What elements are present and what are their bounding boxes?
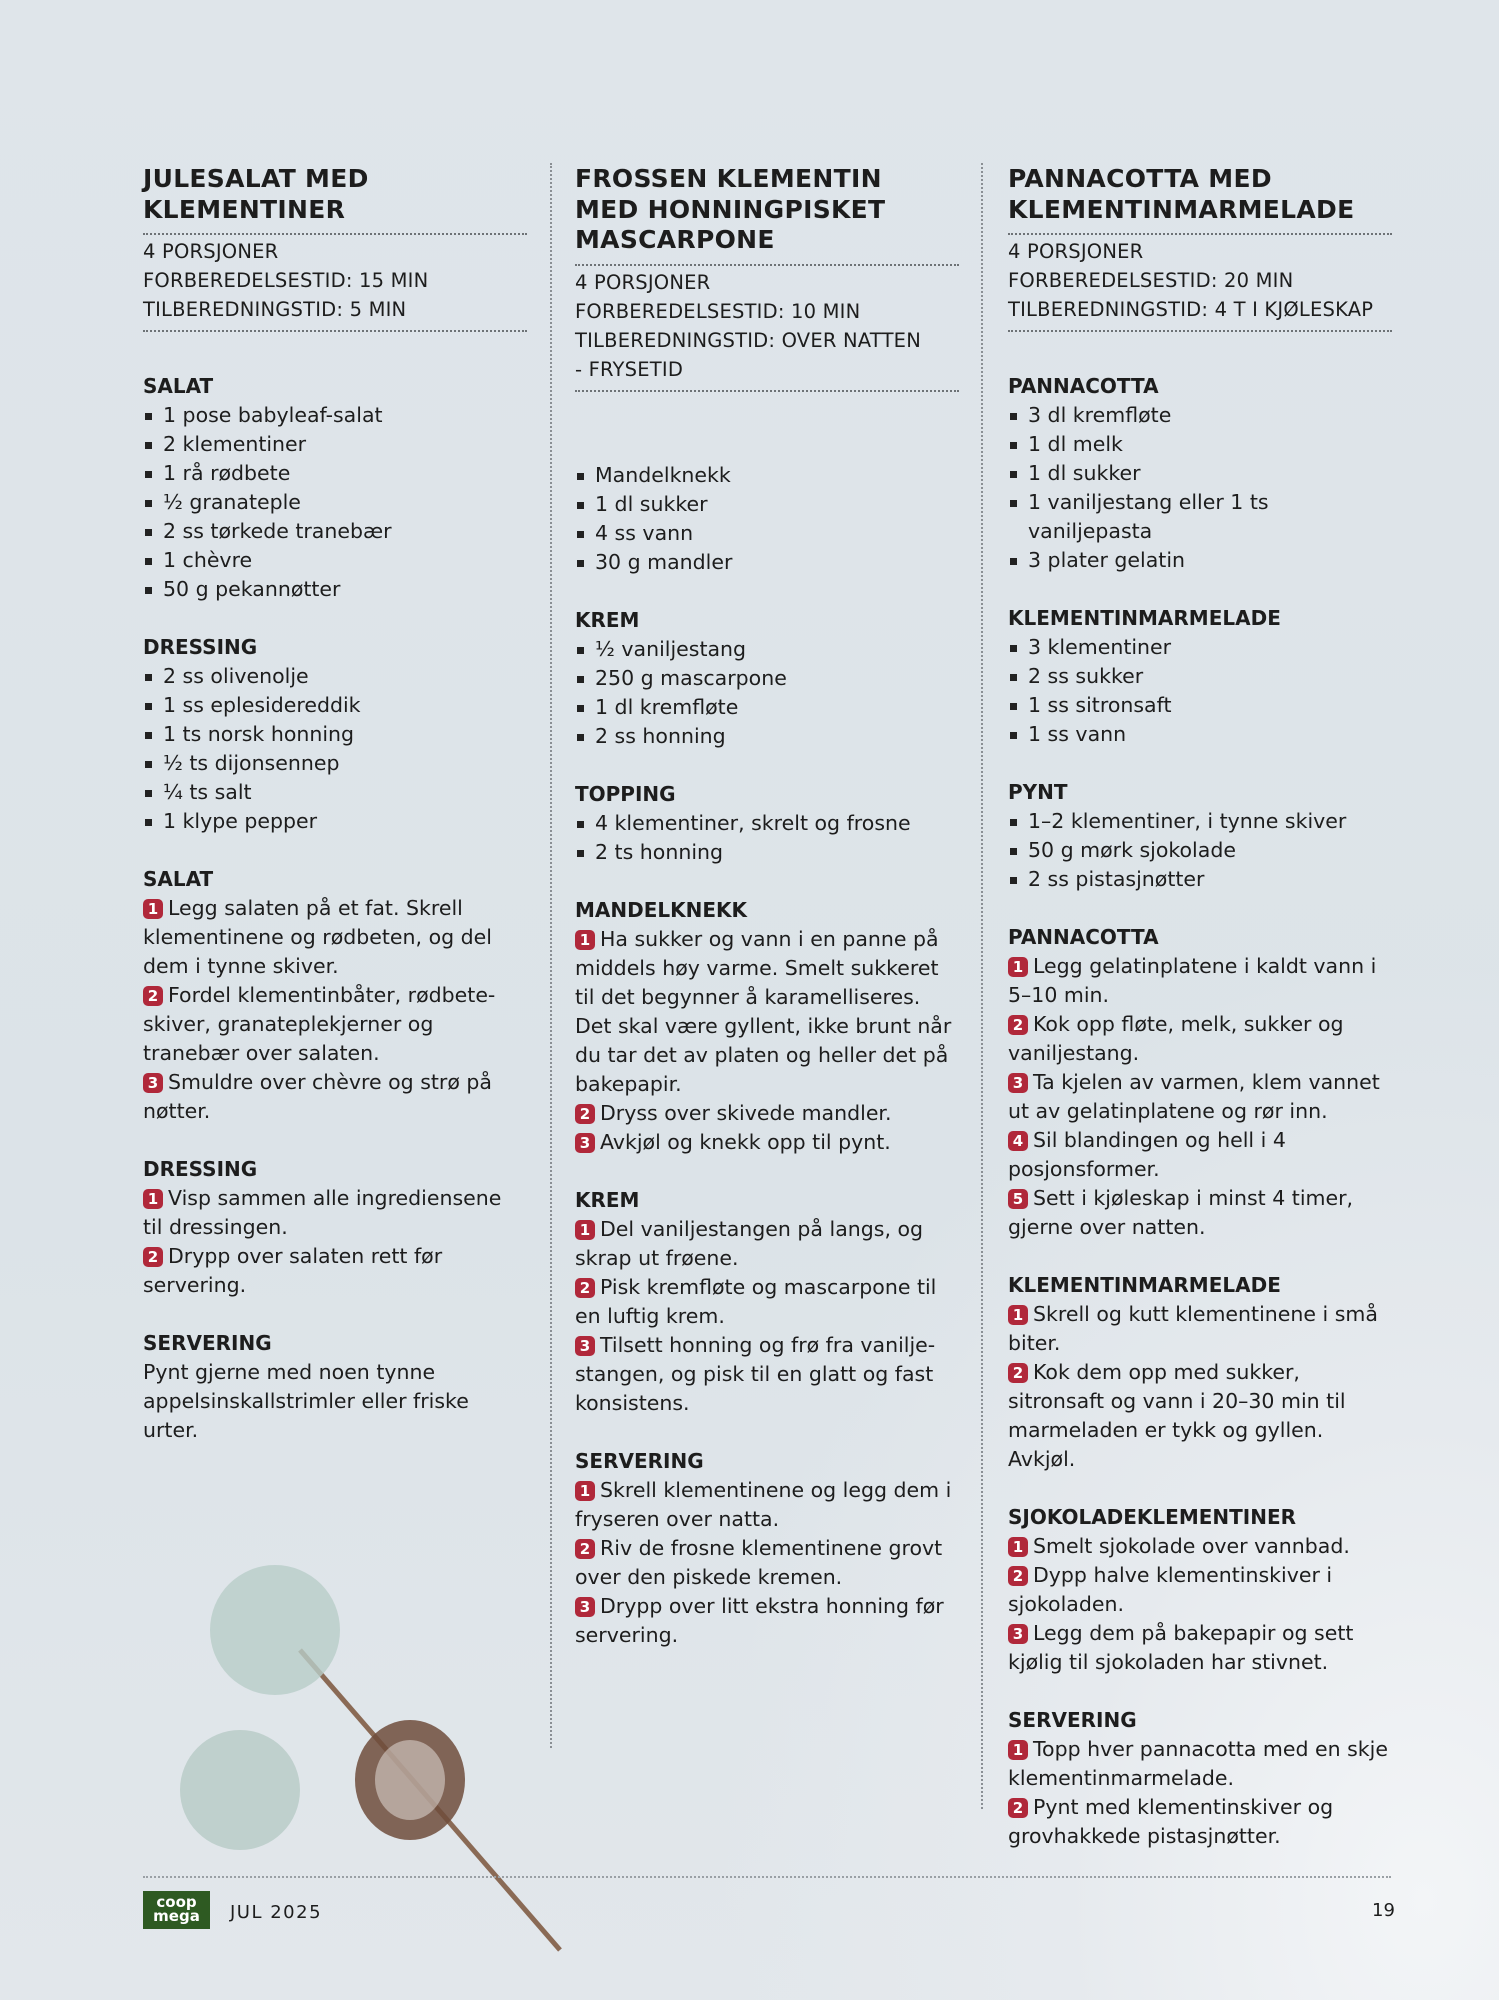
step-text: Smelt sjokolade over vannbad. [1033,1534,1350,1558]
method-step [1008,1793,1392,1851]
step-text: Dryss over skivede mandler. [600,1100,892,1125]
recipe-section [1008,604,1392,749]
method-step [143,894,527,981]
ingredient-item: ¼ ts salt [143,778,527,807]
recipe-section [575,896,959,1157]
section-heading: KREM [575,1187,640,1212]
method-step [1008,1300,1392,1358]
step-text: Drypp over salaten rett før servering. [143,1244,443,1297]
step-number-badge: 1 [143,1189,163,1209]
step-text: Sett i kjøleskap i minst 4 timer, gjerne over natten. [1008,1186,1354,1239]
recipe-section [143,1155,527,1300]
step-number-badge: 2 [1008,1566,1028,1586]
ingredient-item: 1 ts norsk honning [143,720,527,749]
method-step [143,981,527,1068]
method-step [1008,1068,1392,1126]
step-number-badge: 1 [143,899,163,919]
method-step [143,1184,527,1242]
recipe-section [143,865,527,1126]
section-heading: MANDELKNEKK [575,897,748,922]
section-heading: PYNT [1008,780,1068,804]
recipe-meta [1008,233,1392,332]
step-text: Legg gelatinplatene i kaldt vann i 5–10 min. [1008,954,1377,1007]
recipe-title-line: KLEMENTINMARMELADE [1008,194,1355,224]
method-step [575,1476,959,1534]
recipe-title-line: MASCARPONE [575,225,775,254]
step-number-badge: 2 [143,986,163,1006]
issue-label: JUL 2025 [230,1902,323,1923]
recipe-column [143,164,527,1445]
method-step [143,1068,527,1126]
step-text: Legg salaten på et fat. Skrell klementinene og rødbeten, og del dem i tynne skiver. [143,896,492,978]
logo-line: mega [153,1907,200,1925]
meta-line: 4 PORSJONER [575,270,711,294]
recipe-section [143,633,527,836]
method-step [1008,1358,1392,1474]
method-step [1008,952,1392,1010]
step-number-badge: 1 [1008,1537,1028,1557]
recipe-section [575,780,959,867]
ingredient-item: 250 g mascarpone [575,664,959,693]
method-step [1008,1126,1392,1184]
step-number-badge: 1 [575,1220,595,1240]
step-number-badge: 2 [1008,1798,1028,1818]
section-heading: KREM [575,607,640,632]
step-number-badge: 3 [1008,1073,1028,1093]
ingredient-item: 2 ss tørkede tranebær [143,517,527,546]
recipe-section [143,372,527,604]
ingredient-item: Mandelknekk [575,461,959,490]
step-text: Kok dem opp med sukker, sitronsaft og vann i 20–30 min til marmeladen er tykk og gyllen. Avkjøl. [1008,1360,1346,1471]
ingredient-item: 1 chèvre [143,546,527,575]
recipe-title-line: PANNACOTTA MED [1008,164,1272,193]
ingredient-item: 2 ss olivenolje [143,662,527,691]
ingredient-item: 1 dl sukker [1008,459,1392,488]
recipe-section [1008,372,1392,575]
step-number-badge: 1 [575,930,595,950]
method-step [143,1242,527,1300]
method-step [1008,1735,1392,1793]
recipe-section [575,432,959,577]
ingredient-item: 1 ss sitronsaft [1008,691,1392,720]
step-text: Drypp over litt ekstra honning før servering. [575,1593,944,1647]
ingredient-item: 1 klype pepper [143,807,527,836]
step-text: Ta kjelen av varmen, klem vannet ut av gelatinplatene og rør inn. [1008,1070,1380,1123]
section-heading: TOPPING [575,781,676,806]
method-step [1008,1619,1392,1677]
section-heading: SERVERING [1008,1708,1137,1732]
recipe-section [1008,923,1392,1242]
ingredient-item: 3 dl kremfløte [1008,401,1392,430]
step-text: Avkjøl og knekk opp til pynt. [600,1129,891,1154]
step-number-badge: 2 [575,1539,595,1559]
step-text: Pynt med klementinskiver og grovhakkede pistasjnøtter. [1008,1795,1334,1848]
meta-line: FORBEREDELSESTID: 15 MIN [143,269,429,292]
step-text: Legg dem på bakepapir og sett kjølig til sjokoladen har stivnet. [1008,1621,1354,1674]
step-number-badge: 3 [575,1597,595,1617]
section-heading [575,432,959,461]
meta-line: 4 PORSJONER [1008,240,1144,263]
column-divider [981,163,983,1809]
step-text: Pisk kremfløte og mascarpone til en luftig krem. [575,1274,937,1328]
method-step [575,1331,959,1418]
step-text: Tilsett honning og frø fra vanilje-stangen, og pisk til en glatt og fast konsistens. [575,1332,936,1415]
step-number-badge: 2 [575,1278,595,1298]
meta-line: 4 PORSJONER [143,240,279,263]
step-text: Dypp halve klementinskiver i sjokoladen. [1008,1563,1333,1616]
ingredient-item: 1 dl sukker [575,490,959,519]
ingredient-item: ½ vaniljestang [575,635,959,664]
step-number-badge: 3 [143,1073,163,1093]
ingredient-item: 1 rå rødbete [143,459,527,488]
ingredient-item: 1–2 klementiner, i tynne skiver [1008,807,1392,836]
method-step [575,1273,959,1331]
method-step [1008,1561,1392,1619]
recipe-title-line: JULESALAT MED [143,164,369,193]
ingredient-item: 3 plater gelatin [1008,546,1392,575]
ingredient-item: ½ ts dijonsennep [143,749,527,778]
section-heading: SALAT [143,374,214,398]
step-number-badge: 2 [1008,1363,1028,1383]
recipe-title-line: KLEMENTINER [143,194,346,224]
step-text: Topp hver pannacotta med en skje klementinmarmelade. [1008,1737,1388,1790]
recipe-section [1008,1706,1392,1851]
meta-line: - FRYSETID [575,357,684,381]
ingredient-item: 4 ss vann [575,519,959,548]
coop-mega-logo [143,1891,210,1929]
ingredient-item: 4 klementiner, skrelt og frosne [575,809,959,838]
section-heading: SERVERING [575,1448,704,1473]
method-step [575,925,959,1099]
recipe-title [143,164,527,225]
ingredient-item: ½ granateple [143,488,527,517]
method-step [1008,1532,1392,1561]
section-heading: SERVERING [143,1331,272,1355]
section-heading: KLEMENTINMARMELADE [1008,1273,1281,1297]
pine-branch-decoration [180,1530,580,1960]
ingredient-item: 2 ss pistasjnøtter [1008,865,1392,894]
recipe-section [575,606,959,751]
recipe-title-line: MED HONNINGPISKET [575,194,886,224]
ingredient-item: 50 g mørk sjokolade [1008,836,1392,865]
step-number-badge: 3 [575,1336,595,1356]
meta-line: TILBEREDNINGSTID: OVER NATTEN [575,328,921,352]
step-text: Del vaniljestangen på langs, og skrap ut frøene. [575,1216,924,1270]
step-number-badge: 1 [1008,1305,1028,1325]
page-number: 19 [1372,1900,1395,1921]
method-step [575,1534,959,1592]
recipe-section [143,1329,527,1445]
method-step [575,1215,959,1273]
section-text: Pynt gjerne med noen tynne appelsinskallstrimler eller friske urter. [143,1360,469,1442]
step-number-badge: 3 [575,1133,595,1153]
recipe-meta [143,233,527,332]
step-text: Smuldre over chèvre og strø på nøtter. [143,1070,492,1123]
recipe-section [575,1447,959,1650]
step-number-badge: 1 [1008,1740,1028,1760]
step-number-badge: 2 [575,1104,595,1124]
ingredient-item: 1 dl kremfløte [575,693,959,722]
step-number-badge: 2 [143,1247,163,1267]
step-number-badge: 1 [1008,957,1028,977]
recipe-title [575,164,959,256]
ingredient-item: 1 ss eplesidereddik [143,691,527,720]
step-text: Fordel klementinbåter, rødbete-skiver, granateplekjerner og tranebær over salaten. [143,983,496,1065]
method-step [575,1128,959,1157]
column-divider [550,163,552,1748]
section-heading: KLEMENTINMARMELADE [1008,606,1281,630]
footer-divider [143,1876,1391,1878]
ingredient-item: 1 ss vann [1008,720,1392,749]
step-number-badge: 5 [1008,1189,1028,1209]
ingredient-item: 1 vaniljestang eller 1 ts vaniljepasta [1008,488,1392,546]
section-heading: DRESSING [143,635,258,659]
logo-line: coop [156,1893,197,1911]
ingredient-item: 50 g pekannøtter [143,575,527,604]
recipe-meta [575,264,959,392]
ingredient-item: 2 ts honning [575,838,959,867]
meta-line: TILBEREDNINGSTID: 4 T I KJØLESKAP [1008,298,1374,321]
ingredient-item: 2 ss sukker [1008,662,1392,691]
step-number-badge: 1 [575,1481,595,1501]
ingredient-item: 3 klementiner [1008,633,1392,662]
step-text: Riv de frosne klementinene grovt over den piskede kremen. [575,1535,943,1589]
recipe-column [575,164,959,1650]
section-heading: SALAT [143,867,214,891]
method-step [575,1099,959,1128]
meta-line: TILBEREDNINGSTID: 5 MIN [143,298,407,321]
step-text: Sil blandingen og hell i 4 posjonsformer. [1008,1128,1286,1181]
recipe-section [1008,1271,1392,1474]
step-number-badge: 2 [1008,1015,1028,1035]
meta-line: FORBEREDELSESTID: 10 MIN [575,299,861,323]
recipe-section [1008,778,1392,894]
step-number-badge: 4 [1008,1131,1028,1151]
step-text: Ha sukker og vann i en panne på middels høy varme. Smelt sukkeret til det begynner å karamelliseres. Det skal være gyllent, ikke brunt når du tar det av platen og heller det på bakepapir. [575,926,952,1096]
ingredient-item: 1 pose babyleaf-salat [143,401,527,430]
section-heading: DRESSING [143,1157,258,1181]
meta-line: FORBEREDELSESTID: 20 MIN [1008,269,1294,292]
section-heading: PANNACOTTA [1008,374,1159,398]
step-text: Skrell klementinene og legg dem i fryseren over natta. [575,1477,952,1531]
step-text: Skrell og kutt klementinene i små biter. [1008,1302,1378,1355]
step-number-badge: 3 [1008,1624,1028,1644]
recipe-section [1008,1503,1392,1677]
ingredient-item: 2 klementiner [143,430,527,459]
ingredient-item: 2 ss honning [575,722,959,751]
method-step [575,1592,959,1650]
recipe-column [1008,164,1392,1851]
ingredient-item: 30 g mandler [575,548,959,577]
section-heading: PANNACOTTA [1008,925,1159,949]
recipe-title-line: FROSSEN KLEMENTIN [575,164,882,193]
recipe-title [1008,164,1392,225]
step-text: Visp sammen alle ingrediensene til dressingen. [143,1186,502,1239]
method-step [1008,1184,1392,1242]
recipe-section [575,1186,959,1418]
step-text: Kok opp fløte, melk, sukker og vaniljestang. [1008,1012,1344,1065]
ingredient-item: 1 dl melk [1008,430,1392,459]
method-step [1008,1010,1392,1068]
section-heading: SJOKOLADEKLEMENTINER [1008,1505,1297,1529]
